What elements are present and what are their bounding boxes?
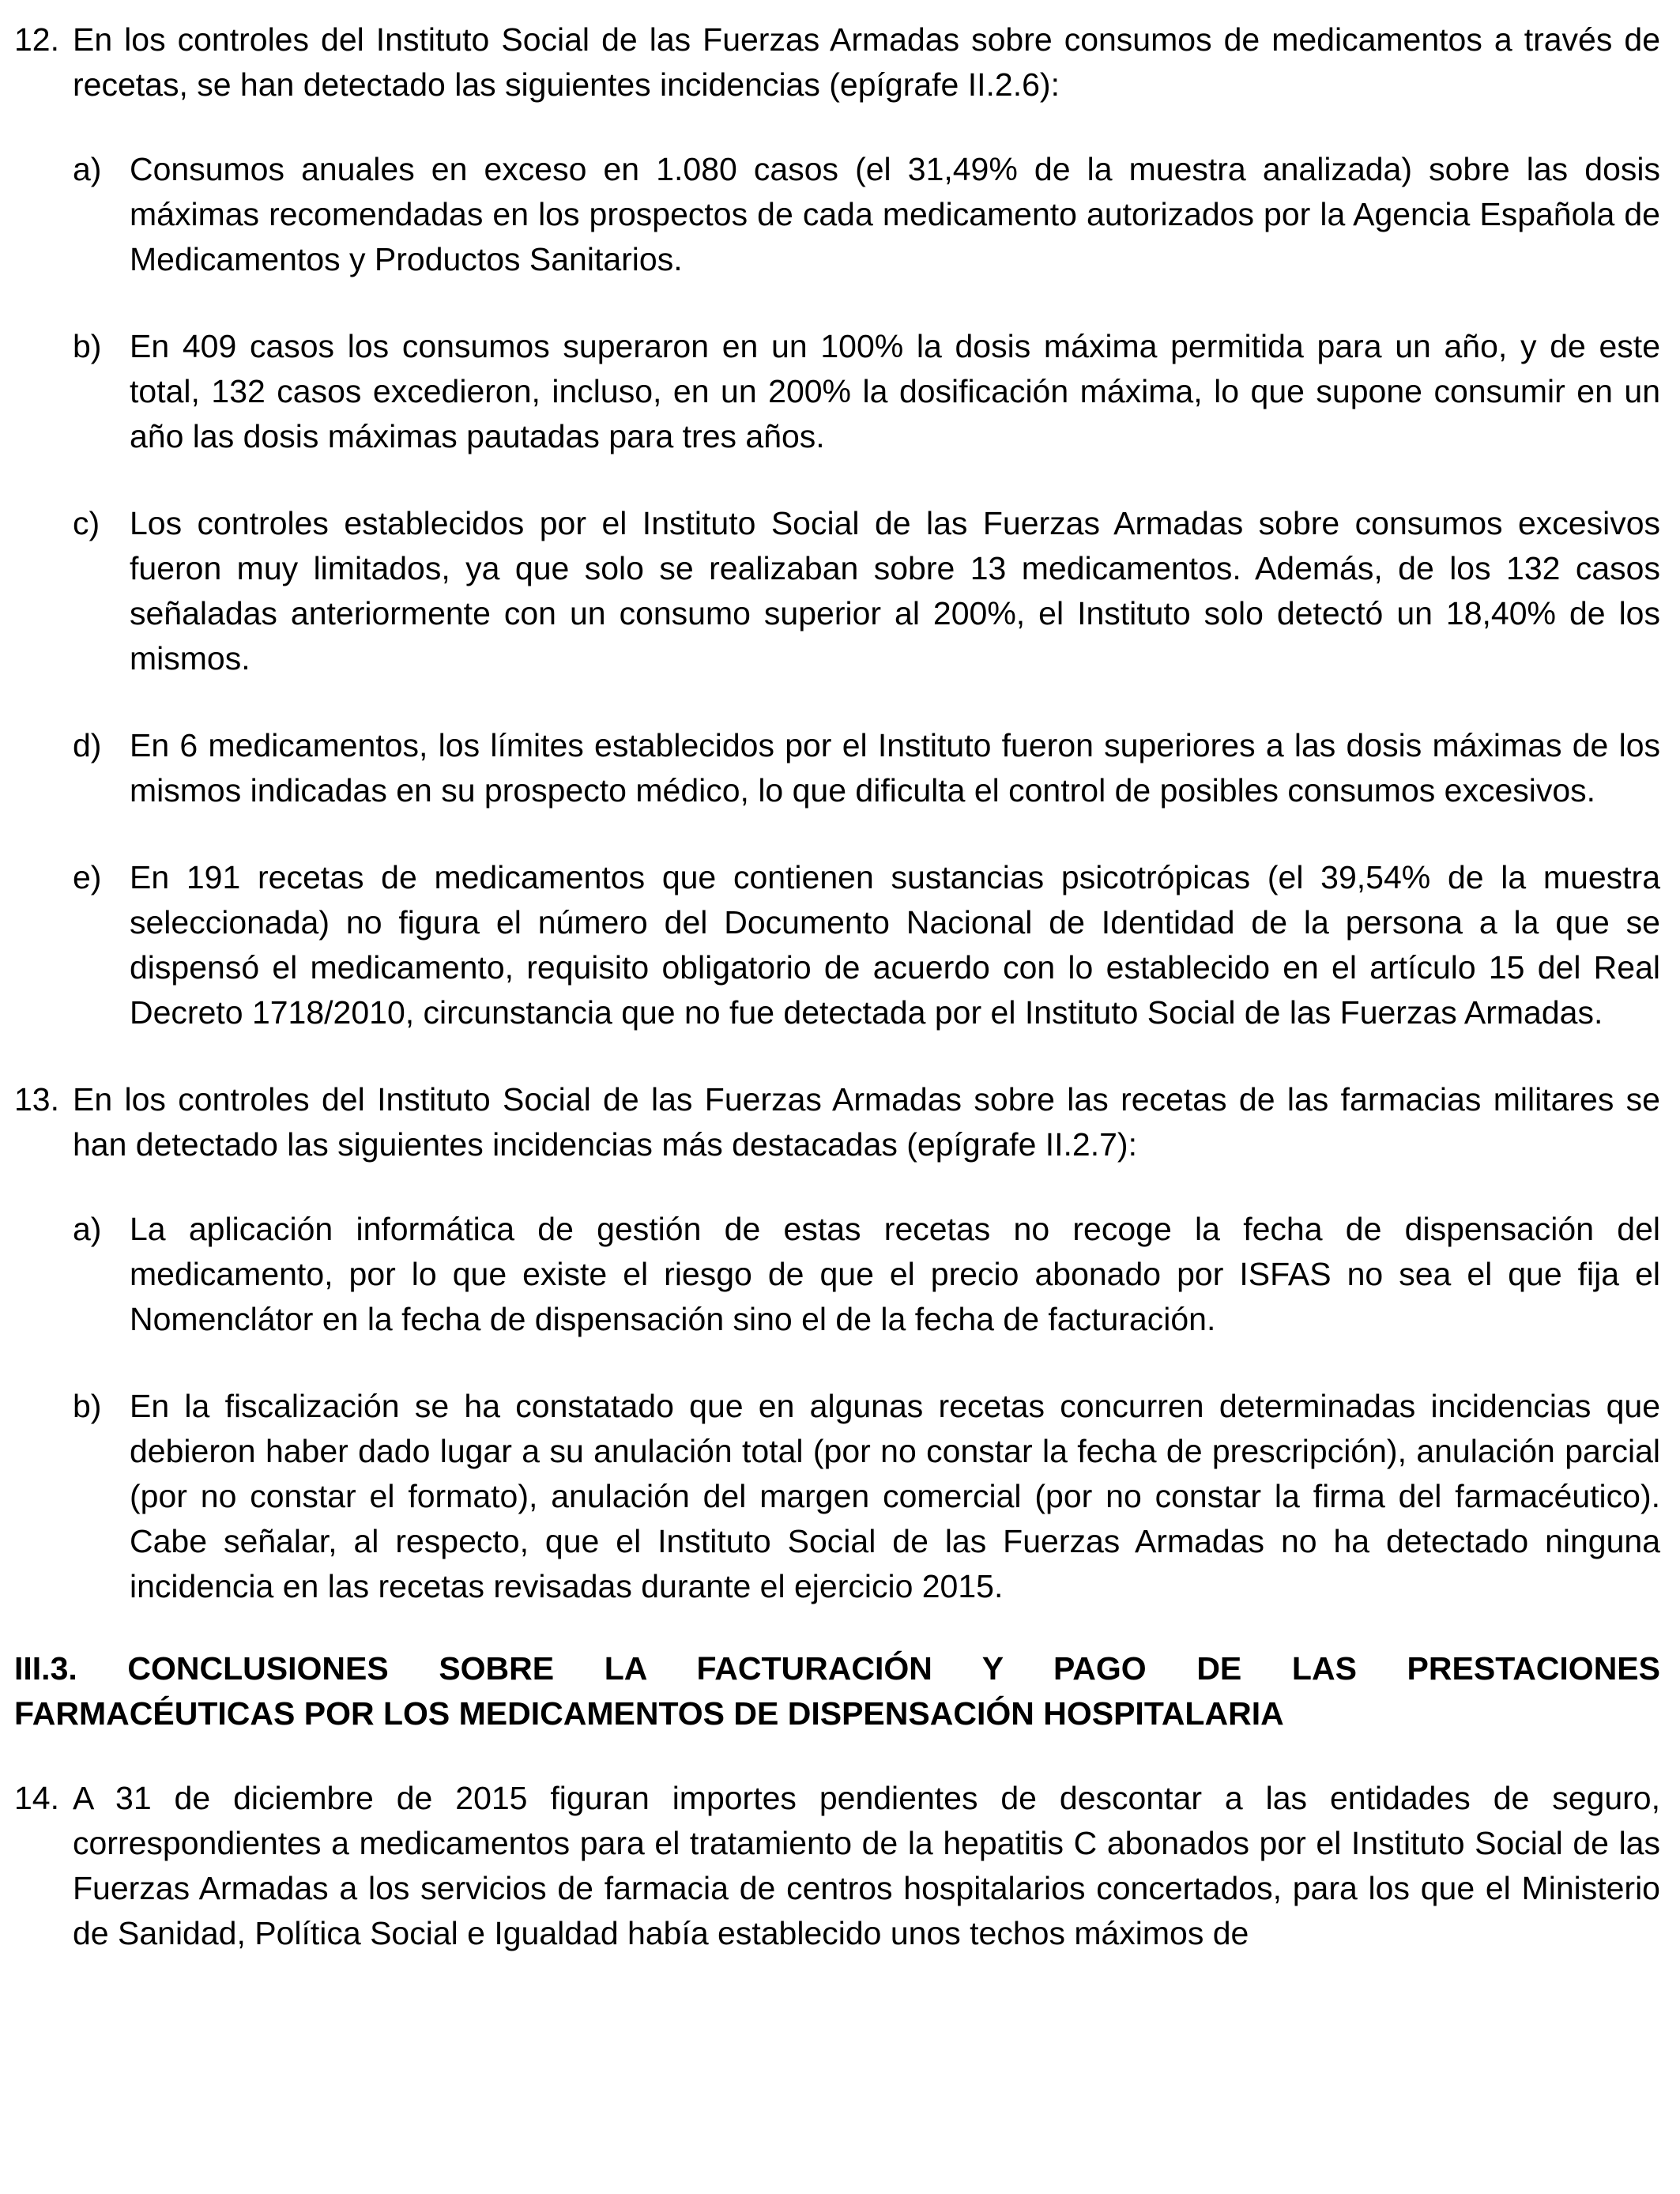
paragraph-14 (14, 1776, 1660, 1956)
subitem-text: En 6 medicamentos, los límites establecidos por el Instituto fueron superiores a las dosis máximas de los mismos indicadas en su prospecto médico, lo que dificulta el control de posibles consumos excesivos. (130, 727, 1660, 809)
section-heading (14, 1646, 1660, 1736)
subitem-text: En 409 casos los consumos superaron en un 100% la dosis máxima permitida para un año, y de este total, 132 casos excedieron, incluso, en un 200% la dosificación máxima, lo que supone consumir en un año las dosis máximas pautadas para tres años. (130, 328, 1660, 454)
subitem-letter: b) (73, 1388, 102, 1424)
paragraph-number: 13. (14, 1081, 59, 1118)
subitem-letter: e) (73, 859, 102, 895)
document-page (14, 17, 1660, 1996)
subitem-13b (14, 1384, 1660, 1609)
subitem-letter: b) (73, 328, 102, 364)
subitem-12d (14, 723, 1660, 813)
paragraph-12 (14, 17, 1660, 107)
paragraph-text: A 31 de diciembre de 2015 figuran importes pendientes de descontar a las entidades de seguro, correspondientes a medicamentos para el tratamiento de la hepatitis C abonados por el Instituto Social de las Fuerzas Armadas a los servicios de farmacia de centros hospitalarios concertados, para los que el Ministerio de Sanidad, Política Social e Igualdad había establecido unos techos máximos de (73, 1780, 1660, 1951)
subitem-12b (14, 324, 1660, 459)
subitem-text: Los controles establecidos por el Instituto Social de las Fuerzas Armadas sobre consumos excesivos fueron muy limitados, ya que solo se realizaban sobre 13 medicamentos. Además, de los 132 casos señaladas anteriormente con un consumo superior al 200%, el Instituto solo detectó un 18,40% de los mismos. (130, 505, 1660, 677)
subitem-letter: a) (73, 151, 102, 187)
subitem-13a (14, 1207, 1660, 1342)
paragraph-number: 12. (14, 21, 59, 58)
subitem-text: Consumos anuales en exceso en 1.080 casos (el 31,49% de la muestra analizada) sobre las dosis máximas recomendadas en los prospectos de cada medicamento autorizados por la Agencia Española de Medicamentos y Productos Sanitarios. (130, 151, 1660, 277)
paragraph-text: En los controles del Instituto Social de las Fuerzas Armadas sobre consumos de medicamentos a través de recetas, se han detectado las siguientes incidencias (epígrafe II.2.6): (73, 21, 1660, 103)
subitem-12c (14, 501, 1660, 681)
subitem-letter: d) (73, 727, 102, 763)
section-heading-line1: III.3. CONCLUSIONES SOBRE LA FACTURACIÓN Y PAGO DE LAS PRESTACIONES (14, 1650, 1660, 1687)
subitem-letter: c) (73, 505, 100, 541)
subitem-text: En la fiscalización se ha constatado que en algunas recetas concurren determinadas incidencias que debieron haber dado lugar a su anulación total (por no constar la fecha de prescripción), anulación parcial (por no constar el formato), anulación del margen comercial (por no constar la firma del farmacéutico). Cabe señalar, al respecto, que el Instituto Social de las Fuerzas Armadas no ha detectado ninguna incidencia en las recetas revisadas durante el ejercicio 2015. (130, 1388, 1660, 1604)
paragraph-number: 14. (14, 1780, 59, 1816)
subitem-letter: a) (73, 1211, 102, 1247)
subitem-12a (14, 147, 1660, 282)
subitem-12e (14, 855, 1660, 1035)
subitem-text: En 191 recetas de medicamentos que contienen sustancias psicotrópicas (el 39,54% de la muestra seleccionada) no figura el número del Documento Nacional de Identidad de la persona a la que se dispensó el medicamento, requisito obligatorio de acuerdo con lo establecido en el artículo 15 del Real Decreto 1718/2010, circunstancia que no fue detectada por el Instituto Social de las Fuerzas Armadas. (130, 859, 1660, 1031)
subitem-text: La aplicación informática de gestión de estas recetas no recoge la fecha de dispensación del medicamento, por lo que existe el riesgo de que el precio abonado por ISFAS no sea el que fija el Nomenclátor en la fecha de dispensación sino el de la fecha de facturación. (130, 1211, 1660, 1337)
paragraph-text: En los controles del Instituto Social de las Fuerzas Armadas sobre las recetas de las farmacias militares se han detectado las siguientes incidencias más destacadas (epígrafe II.2.7): (73, 1081, 1660, 1163)
section-heading-line2: FARMACÉUTICAS POR LOS MEDICAMENTOS DE DISPENSACIÓN HOSPITALARIA (14, 1695, 1284, 1732)
paragraph-13 (14, 1077, 1660, 1167)
